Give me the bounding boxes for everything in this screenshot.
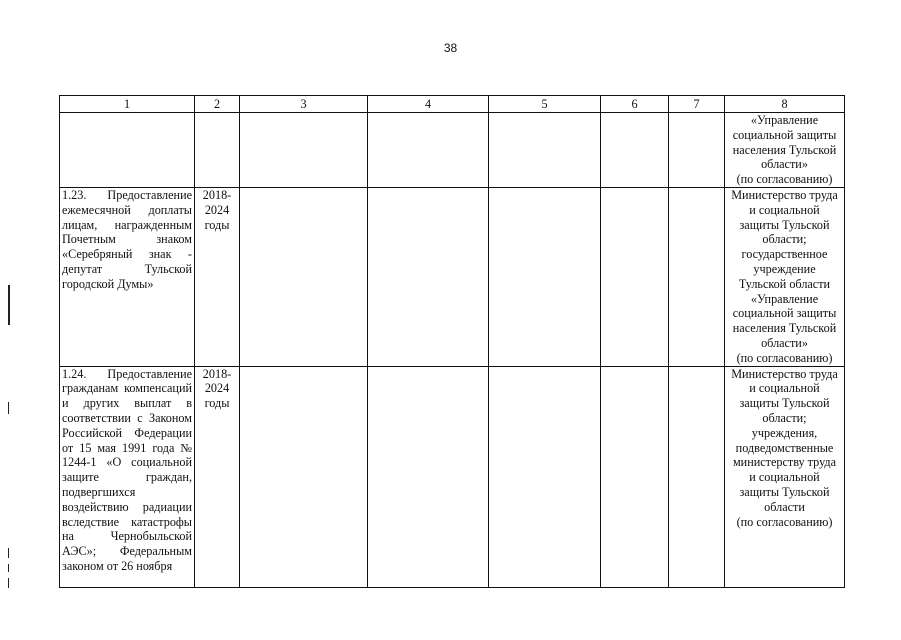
column-header-5: 5 <box>489 96 601 113</box>
executor-cell: Министерство труда и социальной защиты Тульской области; учреждения, подведомственные министерству труда и социальной защиты Тульской области (по согласованию) <box>725 366 845 587</box>
empty-cell <box>669 113 725 188</box>
empty-cell <box>489 187 601 366</box>
scan-margin-mark <box>8 402 9 414</box>
empty-cell <box>368 366 489 587</box>
program-table <box>59 95 845 588</box>
scan-margin-mark <box>8 564 9 572</box>
empty-cell <box>489 366 601 587</box>
table-row <box>60 366 845 587</box>
column-header-3: 3 <box>240 96 368 113</box>
scan-margin-mark <box>8 578 9 588</box>
empty-cell <box>368 187 489 366</box>
empty-cell <box>601 366 669 587</box>
empty-cell <box>489 113 601 188</box>
table-row <box>60 187 845 366</box>
empty-cell <box>368 113 489 188</box>
empty-cell <box>240 113 368 188</box>
page-number: 38 <box>443 41 458 55</box>
empty-cell <box>669 187 725 366</box>
period-cell: 2018- 2024 годы <box>195 366 240 587</box>
measure-cell: 1.24. Предоставление гражданам компенсаций и других выплат в соответствии с Законом Российской Федерации от 15 мая 1991 года № 1244-1 «О социальной защите граждан, подвергшихся воздействию радиации вследствие катастрофы на Чернобыльской АЭС»; Федеральным законом от 26 ноября <box>60 366 195 587</box>
empty-cell <box>240 187 368 366</box>
empty-cell <box>601 187 669 366</box>
header-row <box>60 96 845 113</box>
column-header-4: 4 <box>368 96 489 113</box>
empty-cell <box>240 366 368 587</box>
measure-cell <box>60 113 195 188</box>
column-header-7: 7 <box>669 96 725 113</box>
period-cell: 2018- 2024 годы <box>195 187 240 366</box>
measure-cell: 1.23. Предоставление ежемесячной доплаты лицам, награжденным Почетным знаком «Серебряный знак - депутат Тульской городской Думы» <box>60 187 195 366</box>
empty-cell <box>601 113 669 188</box>
column-header-6: 6 <box>601 96 669 113</box>
scan-margin-mark <box>8 548 9 558</box>
executor-cell: «Управление социальной защиты населения Тульской области» (по согласованию) <box>725 113 845 188</box>
table-row <box>60 113 845 188</box>
column-header-8: 8 <box>725 96 845 113</box>
column-header-2: 2 <box>195 96 240 113</box>
executor-cell: Министерство труда и социальной защиты Тульской области; государственное учреждение Тульской области «Управление социальной защиты населения Тульской области» (по согласованию) <box>725 187 845 366</box>
column-header-1: 1 <box>60 96 195 113</box>
period-cell <box>195 113 240 188</box>
empty-cell <box>669 366 725 587</box>
scan-margin-mark <box>8 285 10 325</box>
